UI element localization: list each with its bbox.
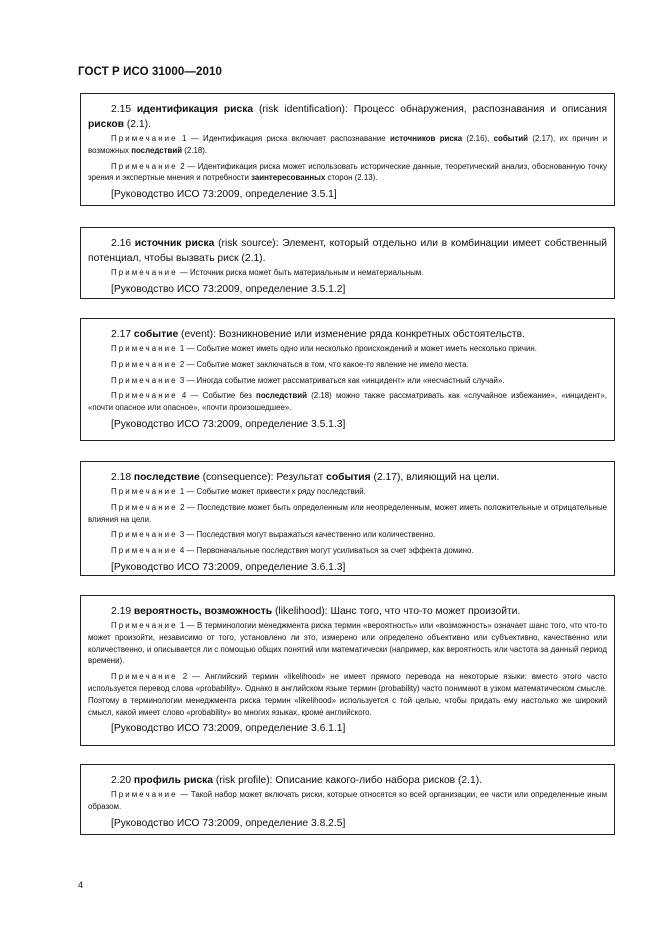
source-reference: [Руководство ИСО 73:2009, определение 3.6.1.1]	[111, 723, 346, 735]
term-entry-2-17	[80, 318, 615, 441]
text-run: 2.16	[111, 238, 135, 249]
term-note	[88, 502, 607, 526]
term-entry-2-15	[80, 93, 615, 206]
text-run: (2.18).	[182, 145, 208, 155]
term-definition	[88, 236, 607, 266]
text-run: Примечание	[111, 268, 178, 277]
term-highlight: источников риска	[390, 134, 463, 143]
term-definition	[88, 470, 607, 485]
term-definition	[88, 773, 607, 788]
term-note	[88, 529, 607, 541]
text-run: 4 — Событие без	[177, 391, 257, 401]
term-highlight: заинтересованных	[251, 173, 326, 183]
term-highlight: вероятность, возможность	[133, 606, 273, 617]
text-run: сторон (2.13).	[325, 173, 378, 183]
term-note	[88, 375, 607, 387]
text-run: (event): Возникновение или изменение ряда конкретных обстоятельств.	[178, 329, 525, 340]
text-run: 1 — Событие может привести к ряду последствий.	[177, 487, 366, 496]
page-number: 4	[78, 880, 84, 890]
source-reference: [Руководство ИСО 73:2009, определение 3.5.1]	[111, 189, 337, 201]
text-run: 3 — Последствия могут выражаться качественно или количественно.	[177, 530, 436, 540]
text-run: Примечание	[111, 344, 178, 353]
text-run: Примечание	[111, 672, 178, 682]
text-run: Примечание	[111, 790, 178, 799]
text-run: (risk profile): Описание какого-либо набора рисков (2.1).	[213, 775, 483, 786]
source-reference: [Руководство ИСО 73:2009, определение 3.8.2.5]	[111, 817, 346, 829]
text-run: Примечание	[111, 375, 178, 385]
page-header: ГОСТ Р ИСО 31000—2010	[78, 66, 223, 78]
text-run: (likelihood): Шанс того, что что-то может произойти.	[272, 606, 521, 617]
term-highlight: события	[326, 472, 371, 483]
term-entry-2-18	[80, 461, 615, 576]
text-run: 2.19	[111, 606, 134, 617]
term-note	[88, 161, 607, 185]
term-highlight: событий	[493, 134, 529, 143]
text-run: 1 — В терминологии менеджмента риска термин «вероятность» или «возможность» означает шанс того, что что-то может произойти, независимо от того, установлено ли это, измерено или определено объективно или субъективно, качественно или количественно, и описывается ли с помощью общих понятий или математически (например, как вероятность или частота за данный период времени).	[88, 621, 607, 666]
term-note	[88, 390, 607, 414]
text-run: 1 — Событие может иметь одно или несколько происхождений и может иметь несколько причин.	[177, 344, 537, 353]
text-run: (2.17), их причин и возможных	[88, 134, 607, 155]
term-definition	[88, 102, 607, 132]
term-highlight: последствий	[131, 145, 183, 155]
term-highlight: идентификация риска	[136, 104, 254, 115]
text-run: Примечание	[111, 546, 178, 556]
term-definition	[88, 604, 607, 619]
term-definition	[88, 327, 607, 342]
term-note	[88, 620, 607, 667]
text-run: (consequence): Результат	[199, 472, 327, 483]
term-highlight: последствие	[133, 472, 200, 483]
text-run: (risk identification): Процесс обнаружения, распознавания и описания	[253, 104, 607, 115]
text-run: Примечание	[111, 621, 178, 630]
text-run: 2 — Английский термин «likelihood» не имеет прямого перевода на некоторые языки: вместо этого часто используется перевод слова «probability». Однако в английском языке термин (probability) часто понимают в узком математическом смысле. Поэтому в терминологии менеджмента риска термин «likelihood» используется с той целью, чтобы придать ему настолько же широкий смысл, какой имеет слово «probability» во многих языках, кроме английского.	[88, 672, 607, 717]
text-run: Примечание	[111, 161, 178, 171]
text-run: 2 — Событие может заключаться в том, что какое-то явление не имело места.	[177, 359, 469, 369]
term-note	[88, 267, 607, 279]
term-entry-2-20	[80, 764, 615, 835]
text-run: (2.16),	[462, 134, 494, 143]
term-entry-2-19	[80, 595, 615, 746]
text-run: — Источник риска может быть материальным и нематериальным.	[177, 268, 424, 277]
text-run: (risk source): Элемент, который отдельно или в комбинации имеет собственный потенциал, чтобы вызвать риск (2.1).	[88, 238, 607, 264]
text-run: 3 — Иногда событие может рассматриваться как «инцидент» или «несчастный случай».	[177, 375, 505, 385]
text-run: (2.18) можно также рассматривать как «случайное избежание», «инцидент», «почти опасное или опасное», «почти произошедшее».	[88, 391, 607, 413]
text-run: Примечание	[111, 530, 178, 540]
text-run: 1 — Идентификация риска включает распознавание	[177, 134, 391, 143]
text-run: 4 — Первоначальные последствия могут усиливаться за счет эффекта домино.	[177, 546, 474, 556]
term-note	[88, 486, 607, 498]
term-note	[88, 789, 607, 813]
text-run: Примечание	[111, 134, 178, 143]
text-run: 2.18	[111, 472, 134, 483]
source-reference: [Руководство ИСО 73:2009, определение 3.6.1.3]	[111, 561, 346, 573]
text-run: (2.17), влияющий на цели.	[370, 472, 500, 483]
term-note	[88, 359, 607, 371]
term-note	[88, 343, 607, 355]
term-highlight: профиль риска	[133, 775, 214, 786]
term-highlight: последствий	[256, 391, 307, 401]
text-run: Примечание	[111, 487, 178, 496]
source-reference: [Руководство ИСО 73:2009, определение 3.5.1.3]	[111, 418, 346, 430]
text-run: Примечание	[111, 359, 178, 369]
term-highlight: рисков	[88, 119, 124, 130]
text-run: — Такой набор может включать риски, которые относятся ко всей организации, ее части или определенные иным образом.	[88, 790, 607, 811]
text-run: (2.1).	[123, 119, 151, 130]
source-reference: [Руководство ИСО 73:2009, определение 3.5.1.2]	[111, 283, 346, 295]
text-run: 2.17	[111, 329, 134, 340]
term-highlight: источник риска	[134, 238, 215, 249]
term-note	[88, 133, 607, 157]
term-note	[88, 545, 607, 557]
term-highlight: событие	[133, 329, 179, 340]
text-run: 2.15	[111, 104, 137, 115]
text-run: 2 — Идентификация риска может использовать исторические данные, теоретический анализ, обоснованную точку зрения и экспертные мнения и потребности	[88, 161, 607, 183]
text-run: 2.20	[111, 775, 134, 786]
term-note	[88, 671, 607, 718]
text-run: Примечание	[111, 391, 178, 401]
term-entry-2-16	[80, 227, 615, 299]
text-run: 2 — Последствие может быть определенным или неопределенным, может иметь положительные и отрицательные влияния на цели.	[88, 502, 607, 524]
text-run: Примечание	[111, 502, 178, 512]
